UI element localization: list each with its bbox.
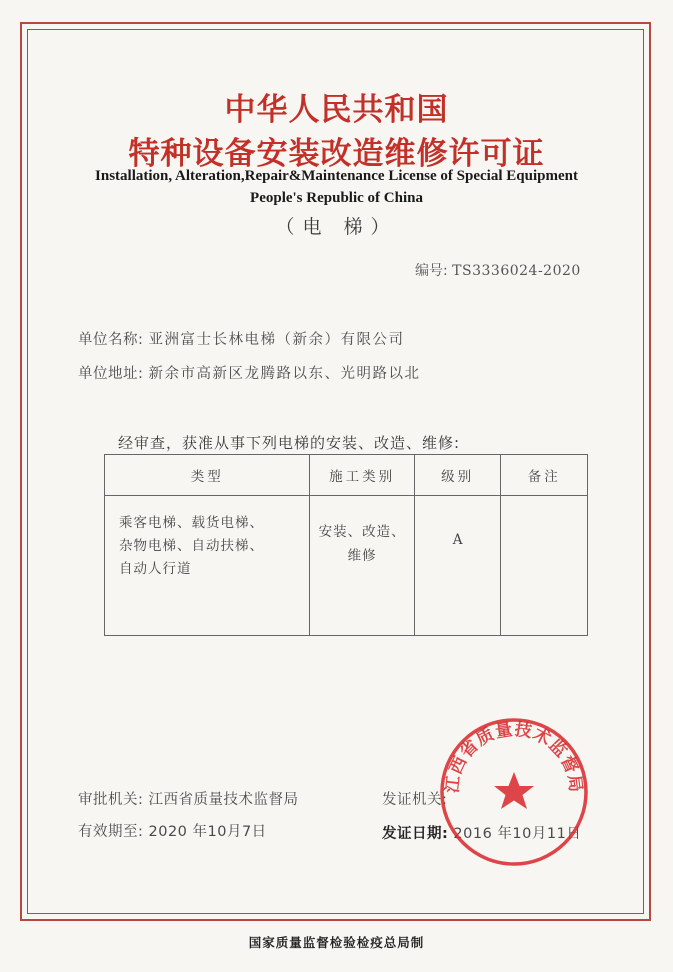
issue-date-value: 2016 年10月11日 (453, 826, 582, 842)
valid-until-label: 有效期至: (78, 824, 144, 840)
approval-authority-label: 审批机关: (78, 792, 144, 808)
unit-name-value: 亚洲富士长林电梯（新余）有限公司 (148, 332, 405, 348)
cell-type-line: 自动人行道 (119, 561, 192, 577)
issuing-authority-label: 发证机关: (382, 792, 448, 808)
title-cn-line1: 中华人民共和国 (224, 92, 449, 128)
header-grade: 级别 (414, 455, 501, 496)
cell-work-category (310, 496, 414, 636)
unit-address-label: 单位地址: (78, 366, 144, 382)
official-seal (438, 716, 590, 868)
approval-authority-value: 江西省质量技术监督局 (148, 792, 299, 808)
title-cn-line2: 特种设备安装改造维修许可证 (128, 136, 545, 172)
header-type: 类型 (105, 455, 310, 496)
cell-remark (501, 496, 588, 636)
cell-type-line: 乘客电梯、载货电梯、 (119, 515, 264, 531)
scope-table (104, 454, 588, 636)
serial-value: TS3336024-2020 (452, 263, 581, 279)
footer-issuer: 国家质量监督检验检疫总局制 (248, 935, 425, 950)
header-remark: 备注 (501, 455, 588, 496)
cell-type (105, 496, 310, 636)
title-en-line2: People's Republic of China (250, 190, 423, 206)
issue-date-label: 发证日期: (382, 826, 449, 842)
approval-authority (78, 788, 299, 809)
header-work-category: 施工类别 (310, 455, 414, 496)
seal-text: 江西省质量技术监督局 (442, 719, 586, 795)
unit-address (78, 362, 421, 383)
unit-address-value: 新余市高新区龙腾路以东、光明路以北 (148, 366, 421, 382)
intro-text: 经审查，获准从事下列电梯的安装、改造、维修: (118, 434, 461, 452)
table-header-row (105, 455, 588, 496)
seal-graphic (438, 716, 590, 868)
table-row (105, 496, 588, 636)
title-en-line1: Installation, Alteration,Repair&Maintenance License of Special Equipment (95, 168, 578, 184)
cell-grade: A (414, 496, 501, 636)
serial-label: 编号: (415, 263, 448, 279)
valid-until-value: 2020 年10月7日 (148, 824, 267, 840)
valid-until (78, 820, 267, 841)
serial-number (415, 260, 581, 280)
cell-work-line: 安装、改造、 (318, 524, 406, 540)
unit-name-label: 单位名称: (78, 332, 144, 348)
seal-star-icon (494, 772, 534, 809)
unit-name (78, 328, 405, 349)
equipment-type: （电 梯） (275, 216, 398, 238)
cell-work-line: 维修 (347, 548, 377, 564)
cell-type-line: 杂物电梯、自动扶梯、 (119, 538, 264, 554)
